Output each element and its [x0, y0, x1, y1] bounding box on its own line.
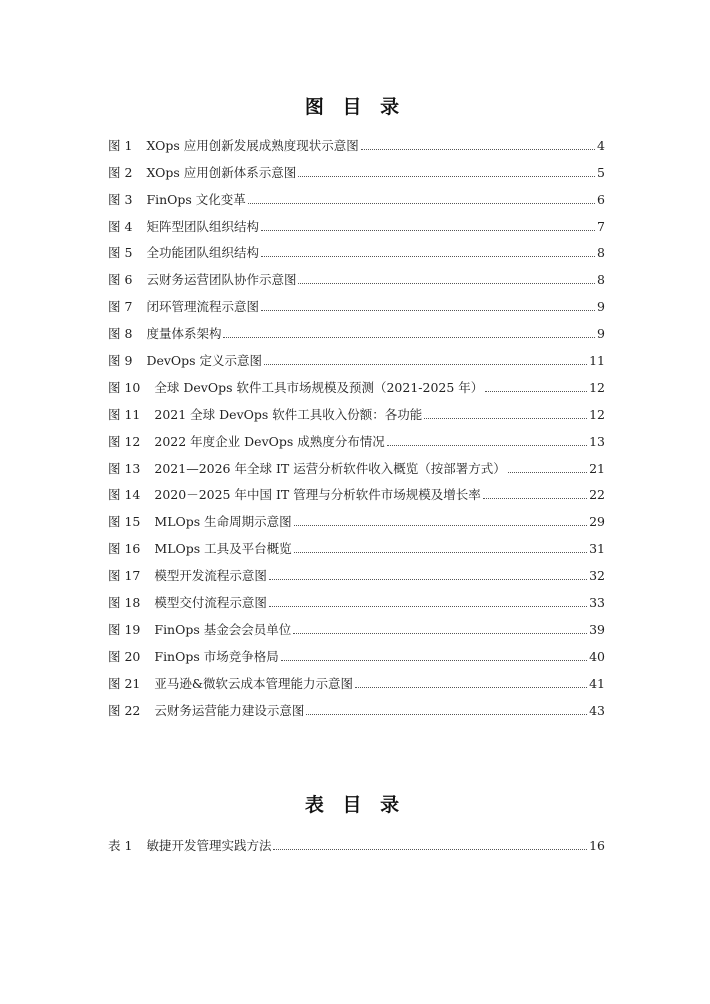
figure-entry[interactable]	[108, 235, 605, 262]
dot-leader	[293, 633, 587, 634]
figure-entry[interactable]	[108, 692, 605, 719]
figure-entry[interactable]	[108, 261, 605, 288]
entry-page-number: 39	[589, 621, 605, 637]
dot-leader	[261, 256, 595, 257]
dot-leader	[387, 445, 587, 446]
entry-page-number: 13	[589, 433, 605, 449]
entry-page-number: 32	[589, 568, 605, 584]
dot-leader	[269, 606, 587, 607]
figure-entry[interactable]	[108, 288, 605, 315]
dot-leader	[485, 391, 587, 392]
dot-leader	[294, 552, 587, 553]
entry-label: 图 7	[108, 299, 133, 315]
entry-page-number: 31	[589, 541, 605, 557]
entry-page-number: 8	[597, 245, 605, 261]
dot-leader	[273, 849, 587, 850]
entry-label: 图 16	[108, 541, 141, 557]
entry-label: 图 10	[108, 379, 141, 395]
entry-page-number: 40	[589, 648, 605, 664]
dot-leader	[261, 230, 595, 231]
figure-entry[interactable]	[108, 315, 605, 342]
figure-entry[interactable]	[108, 127, 605, 154]
dot-leader	[261, 310, 595, 311]
figure-entry[interactable]	[108, 530, 605, 557]
entry-page-number: 16	[589, 837, 605, 853]
entry-title: DevOps 定义示意图	[146, 353, 263, 369]
entry-title: 云财务运营能力建设示意图	[154, 702, 305, 718]
entry-title: 2020－2025 年中国 IT 管理与分析软件市场规模及增长率	[154, 487, 481, 503]
figure-entry[interactable]	[108, 396, 605, 423]
entry-page-number: 21	[589, 460, 605, 476]
entry-page-number: 6	[597, 191, 605, 207]
dot-leader	[223, 337, 595, 338]
dot-leader	[508, 472, 587, 473]
figure-entry[interactable]	[108, 154, 605, 181]
figure-entry[interactable]	[108, 638, 605, 665]
entry-title: 2021 全球 DevOps 软件工具收入份额：各功能	[154, 406, 423, 422]
entry-page-number: 9	[597, 326, 605, 342]
entry-page-number: 11	[589, 353, 605, 369]
entry-label: 图 9	[108, 353, 133, 369]
figure-list-title: 图 目 录	[304, 96, 406, 118]
dot-leader	[269, 579, 587, 580]
entry-page-number: 12	[589, 379, 605, 395]
entry-title: FinOps 文化变革	[146, 191, 246, 207]
entry-label: 图 14	[108, 487, 141, 503]
entry-title: 矩阵型团队组织结构	[146, 218, 259, 234]
figure-entry[interactable]	[108, 611, 605, 638]
entry-title: 模型交付流程示意图	[154, 595, 267, 611]
entry-title: 云财务运营团队协作示意图	[146, 272, 297, 288]
dot-leader	[248, 203, 595, 204]
figure-list	[108, 127, 605, 719]
entry-page-number: 33	[589, 595, 605, 611]
figure-entry[interactable]	[108, 423, 605, 450]
entry-label: 图 21	[108, 675, 141, 691]
dot-leader	[306, 714, 587, 715]
dot-leader	[483, 498, 587, 499]
dot-leader	[361, 149, 595, 150]
entry-page-number: 5	[597, 164, 605, 180]
entry-title: 敏捷开发管理实践方法	[146, 837, 272, 853]
figure-entry[interactable]	[108, 369, 605, 396]
entry-page-number: 41	[589, 675, 605, 691]
entry-title: 2021—2026 年全球 IT 运营分析软件收入概览（按部署方式）	[154, 460, 506, 476]
entry-title: 闭环管理流程示意图	[146, 299, 259, 315]
entry-label: 图 8	[108, 326, 133, 342]
entry-page-number: 29	[589, 514, 605, 530]
entry-title: 亚马逊&微软云成本管理能力示意图	[154, 675, 354, 691]
dot-leader	[298, 283, 595, 284]
dot-leader	[355, 687, 587, 688]
dot-leader	[298, 176, 595, 177]
entry-page-number: 8	[597, 272, 605, 288]
table-list	[108, 827, 605, 854]
entry-label: 图 18	[108, 595, 141, 611]
figure-entry[interactable]	[108, 503, 605, 530]
entry-label: 图 4	[108, 218, 133, 234]
entry-title: MLOps 生命周期示意图	[154, 514, 292, 530]
figure-entry[interactable]	[108, 181, 605, 208]
figure-entry[interactable]	[108, 342, 605, 369]
entry-title: FinOps 基金会会员单位	[154, 621, 292, 637]
entry-title: 全功能团队组织结构	[146, 245, 259, 261]
entry-label: 图 3	[108, 191, 133, 207]
entry-label: 图 19	[108, 621, 141, 637]
entry-title: 度量体系架构	[146, 326, 222, 342]
entry-title: 全球 DevOps 软件工具市场规模及预测（2021-2025 年）	[154, 379, 484, 395]
figure-entry[interactable]	[108, 477, 605, 504]
entry-label: 图 6	[108, 272, 133, 288]
table-entry[interactable]	[108, 827, 605, 854]
figure-entry[interactable]	[108, 208, 605, 235]
entry-title: MLOps 工具及平台概览	[154, 541, 292, 557]
entry-page-number: 9	[597, 299, 605, 315]
dot-leader	[294, 525, 587, 526]
entry-title: FinOps 市场竞争格局	[154, 648, 279, 664]
figure-entry[interactable]	[108, 557, 605, 584]
figure-entry[interactable]	[108, 584, 605, 611]
entry-label: 图 20	[108, 648, 141, 664]
entry-label: 图 12	[108, 433, 141, 449]
entry-label: 图 1	[108, 137, 133, 153]
entry-page-number: 12	[589, 406, 605, 422]
figure-entry[interactable]	[108, 450, 605, 477]
entry-page-number: 22	[589, 487, 605, 503]
entry-label: 图 11	[108, 406, 141, 422]
entry-title: XOps 应用创新体系示意图	[146, 164, 297, 180]
dot-leader	[424, 418, 587, 419]
entry-page-number: 7	[597, 218, 605, 234]
figure-entry[interactable]	[108, 665, 605, 692]
entry-title: 2022 年度企业 DevOps 成熟度分布情况	[154, 433, 385, 449]
entry-label: 图 22	[108, 702, 141, 718]
entry-label: 图 2	[108, 164, 133, 180]
entry-label: 图 5	[108, 245, 133, 261]
table-list-title: 表 目 录	[304, 794, 406, 816]
entry-page-number: 43	[589, 702, 605, 718]
entry-title: 模型开发流程示意图	[154, 568, 267, 584]
dot-leader	[281, 660, 587, 661]
entry-label: 表 1	[108, 837, 133, 853]
entry-page-number: 4	[597, 137, 605, 153]
entry-title: XOps 应用创新发展成熟度现状示意图	[146, 137, 359, 153]
entry-label: 图 17	[108, 568, 141, 584]
entry-label: 图 13	[108, 460, 141, 476]
dot-leader	[264, 364, 587, 365]
entry-label: 图 15	[108, 514, 141, 530]
